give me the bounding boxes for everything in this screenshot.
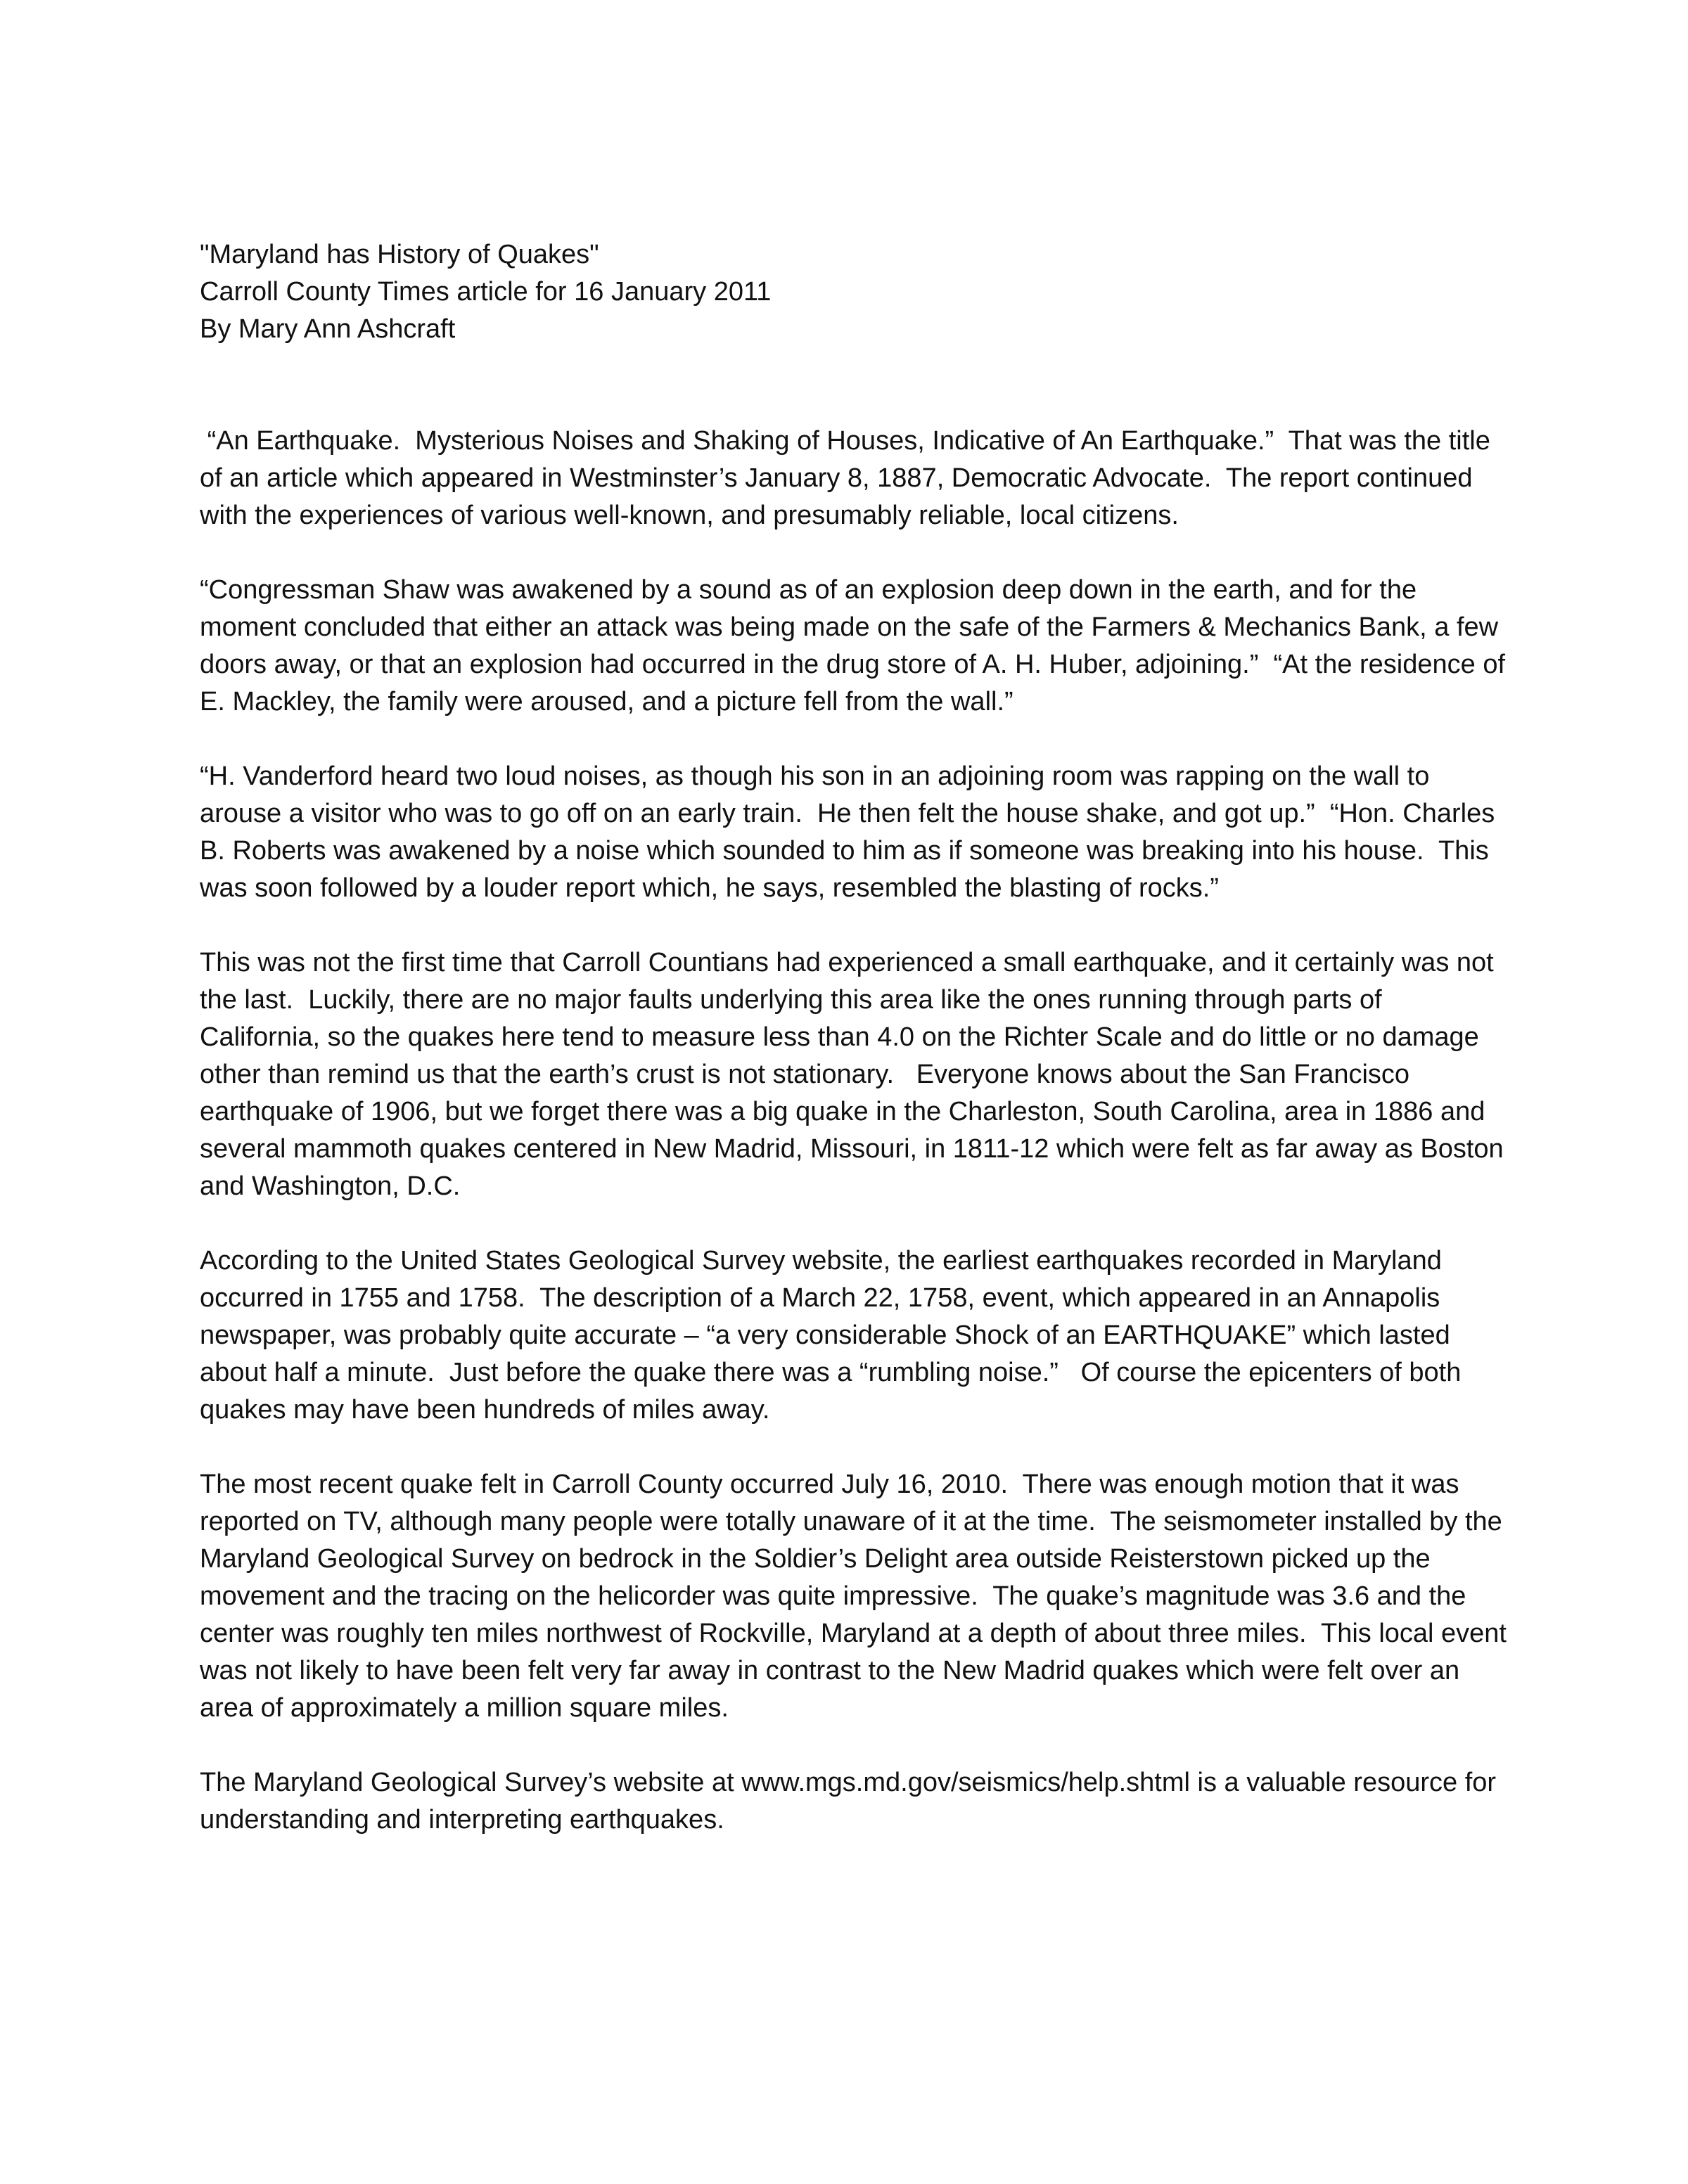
paragraph-4: This was not the first time that Carroll Countians had experienced a small earthquake, and it certainly was not the last. Luckily, there are no major faults underlying this area like the ones running through parts of California, so the quakes here tend to measure less than 4.0 on the Richter Scale and do little or no damage other than remind us that the earth’s crust is not stationary. Everyone knows about the San Francisco earthquake of 1906, but we forget there was a big quake in the Charleston, South Carolina, area in 1886 and several mammoth quakes centered in New Madrid, Missouri, in 1811-12 which were felt as far away as Boston and Washington, D.C. xyxy=(200,948,1511,1201)
article-content xyxy=(200,236,1514,1876)
paragraph-2: “Congressman Shaw was awakened by a sound as of an explosion deep down in the earth, and for the moment concluded that either an attack was being made on the safe of the Farmers & Mechanics Bank, a few doors away, or that an explosion had occurred in the drug store of A. H. Huber, adjoining.” “At the residence of E. Mackley, the family were aroused, and a picture fell from the wall.” xyxy=(200,575,1513,717)
paragraph-7: The Maryland Geological Survey’s website at www.mgs.md.gov/seismics/help.shtml is a valuable resource for understanding and interpreting earthquakes. xyxy=(200,1768,1504,1835)
paragraph-1: “An Earthquake. Mysterious Noises and Shaking of Houses, Indicative of An Earthquake.” That was the title of an article which appeared in Westminster’s January 8, 1887, Democratic Advocate. The report continued with the experiences of various well-known, and presumably reliable, local citizens. xyxy=(200,426,1498,530)
publication-line: Carroll County Times article for 16 January 2011 xyxy=(200,277,772,307)
paragraph-5: According to the United States Geological Survey website, the earliest earthquakes recorded in Maryland occurred in 1755 and 1758. The description of a March 22, 1758, event, which appeared in an Annapolis newspaper, was probably quite accurate – “a very considerable Shock of an EARTHQUAKE” which lasted about half a minute. Just before the quake there was a “rumbling noise.” Of course the epicenters of both quakes may have been hundreds of miles away. xyxy=(200,1246,1469,1425)
article-title: "Maryland has History of Quakes" xyxy=(200,240,599,269)
paragraph-6: The most recent quake felt in Carroll County occurred July 16, 2010. There was enough motion that it was reported on TV, although many people were totally unaware of it at the time. The seismometer installed by the Maryland Geological Survey on bedrock in the Soldier’s Delight area outside Reisterstown picked up the movement and the tracing on the helicorder was quite impressive. The quake’s magnitude was 3.6 and the center was roughly ten miles northwest of Rockville, Maryland at a depth of about three miles. This local event was not likely to have been felt very far away in contrast to the New Madrid quakes which were felt over an area of approximately a million square miles. xyxy=(200,1470,1514,1723)
paragraph-3: “H. Vanderford heard two loud noises, as though his son in an adjoining room was rapping on the wall to arouse a visitor who was to go off on an early train. He then felt the house shake, and got up.” “Hon. Charles B. Roberts was awakened by a noise which sounded to him as if someone was breaking into his house. This was soon followed by a louder report which, he says, resembled the blasting of rocks.” xyxy=(200,762,1502,903)
byline: By Mary Ann Ashcraft xyxy=(200,314,456,344)
article-header xyxy=(200,236,1508,348)
